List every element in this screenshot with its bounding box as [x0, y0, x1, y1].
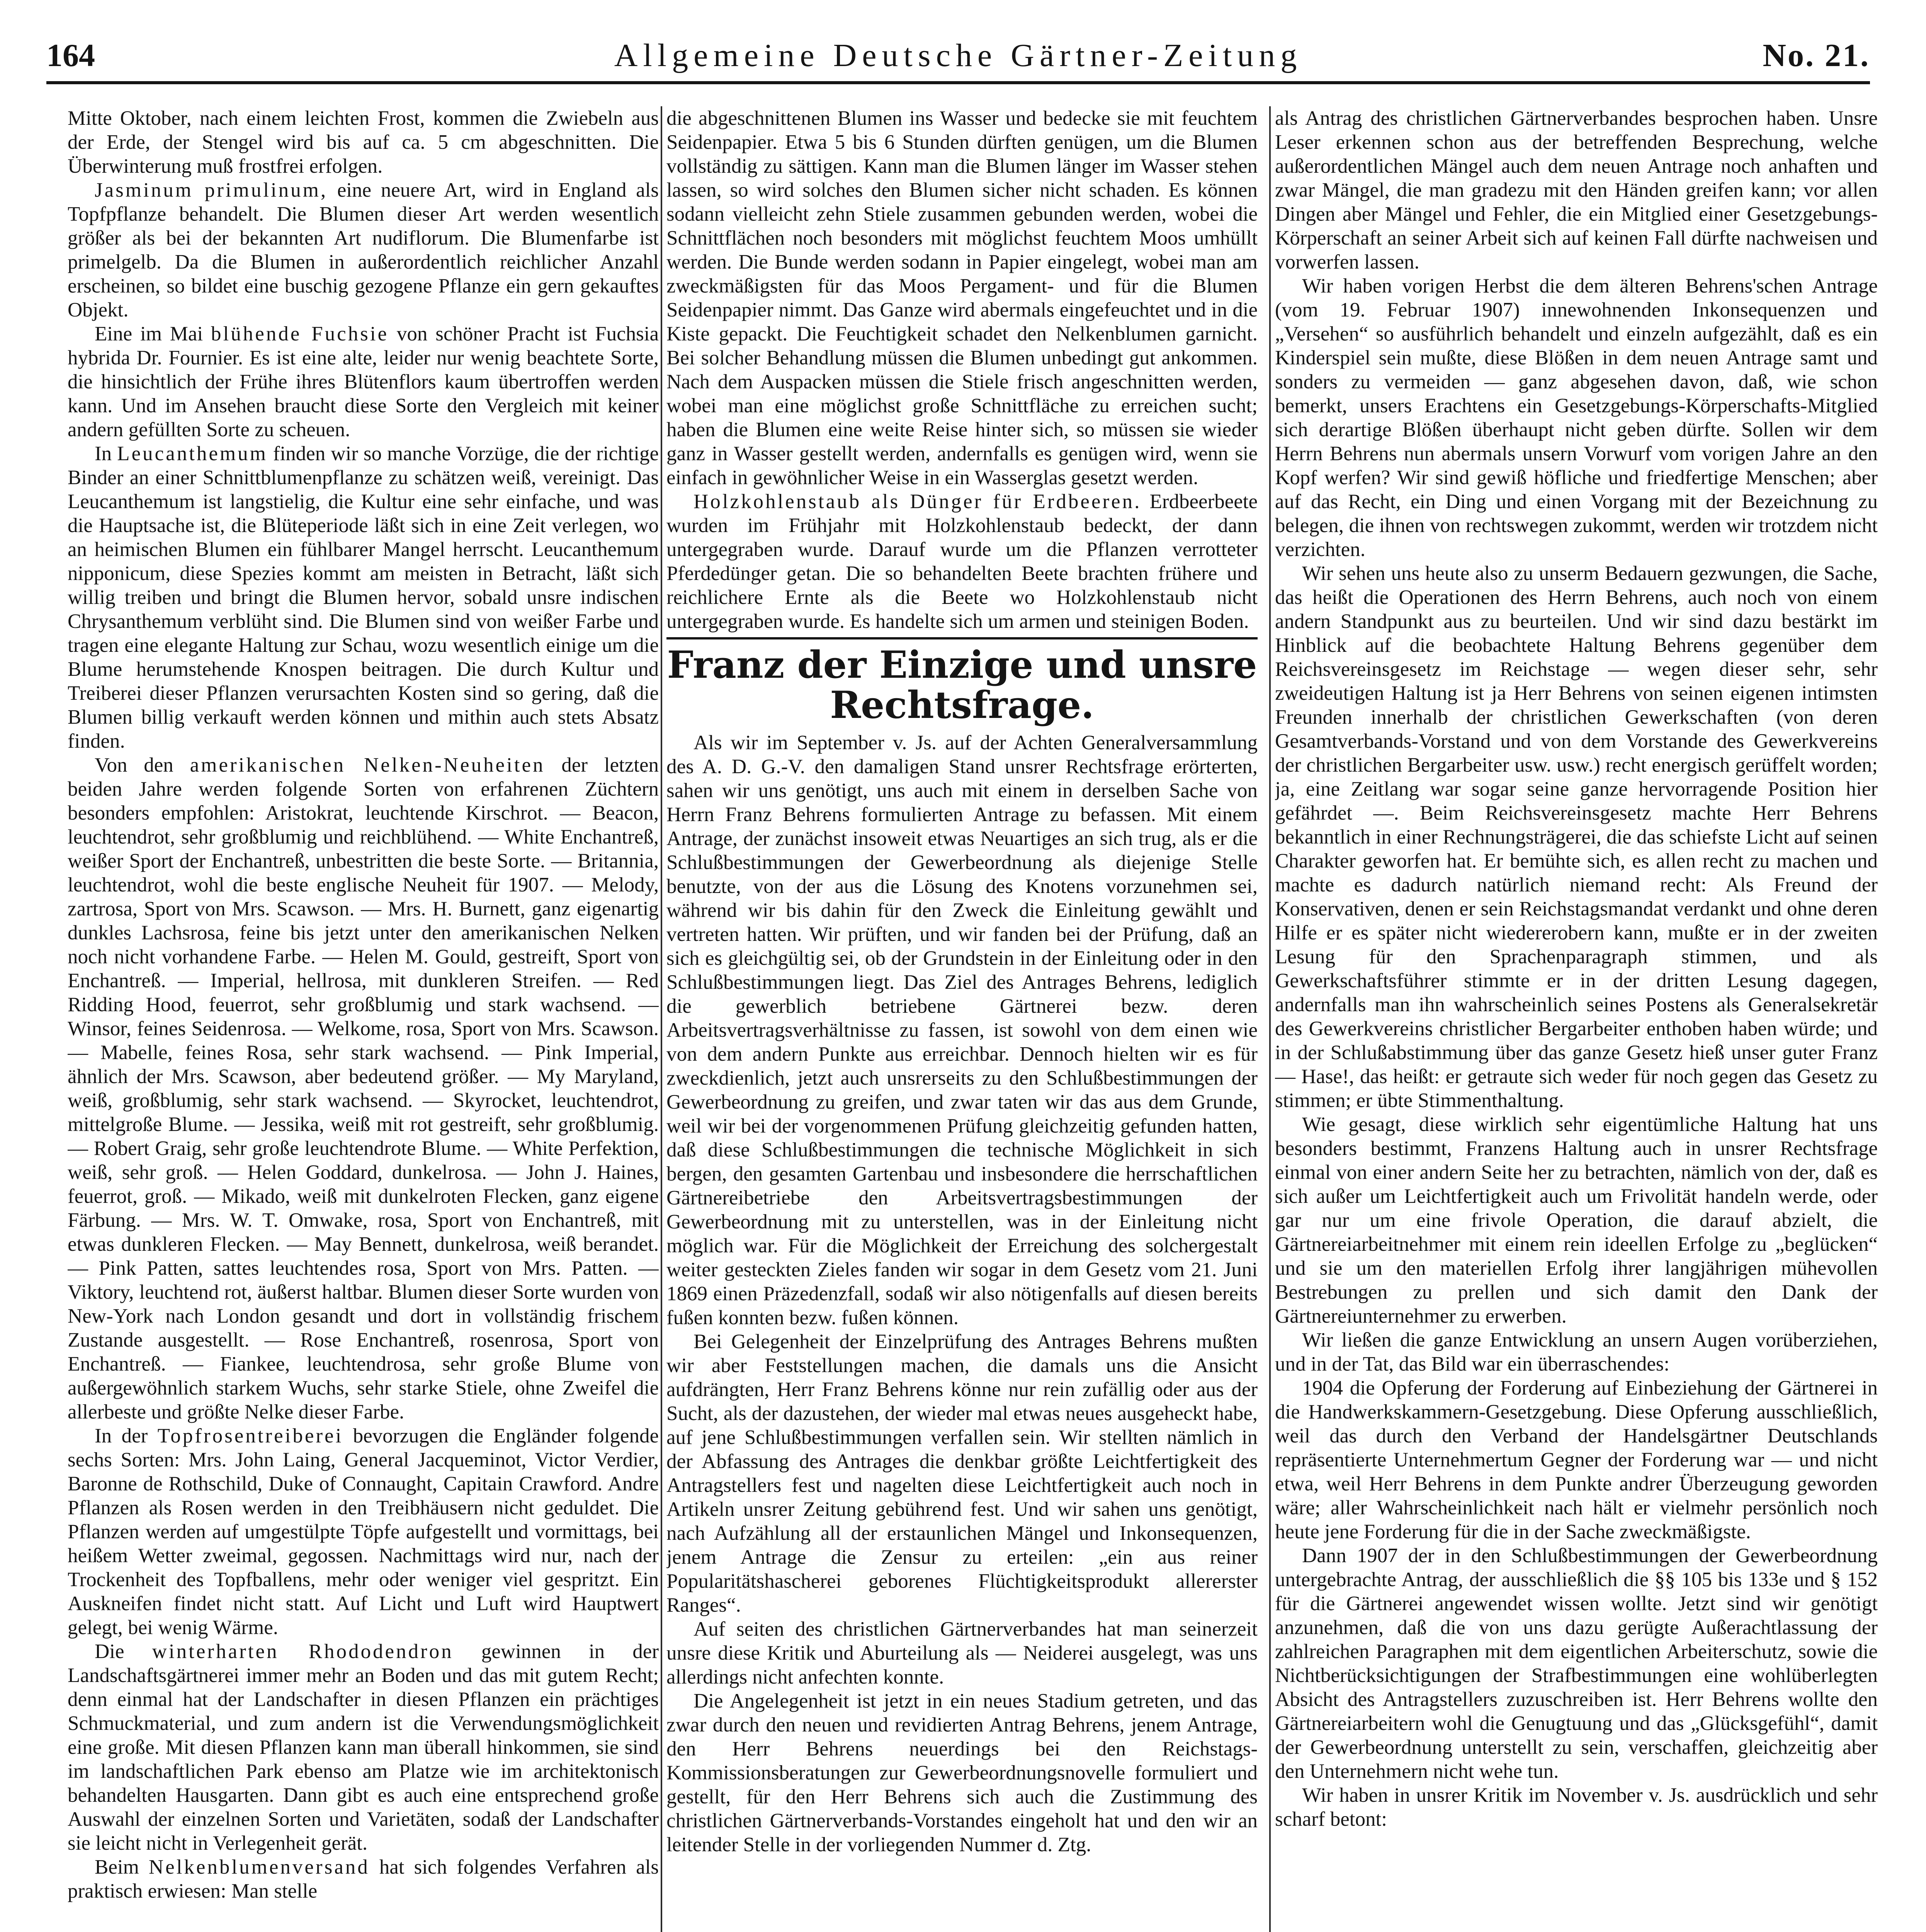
spaced-term: Nelkenblumenversand: [148, 1856, 370, 1878]
paragraph: [68, 322, 659, 442]
paragraph-text: Auf seiten des christlichen Gärtnerverbandes hat man seinerzeit unsre diese Kritik und Aburteilung als — Neiderei ausgelegt, was uns allerdings nicht anfechten konnte.: [666, 1618, 1258, 1688]
column-right: [1275, 106, 1878, 1932]
spaced-term: amerikanischen Nelken-Neuheiten: [190, 754, 545, 776]
paragraph: [666, 1617, 1258, 1689]
header-rule: [46, 81, 1870, 84]
paragraph-text: Wir haben vorigen Herbst die dem älteren Behrens'schen Antrage (vom 19. Februar 1907) innewohnenden Inkonsequenzen und „Versehen“ so ausführlich behandelt und einzeln aufgezählt, daß es ein Kinderspiel sein mußte, diese Blößen in dem neuen Antrage samt und sonders zu vermeiden — ganz abgesehen davon, daß, wie schon bemerkt, unsers Erachtens ein Gesetzgebungs-Körperschafts-Mitglied sich derartige Blößen überhaupt nicht geben dürfte. Sollen wir dem Herrn Behrens nun abermals unsern Vorwurf vom vorigen Jahre an den Kopf werfen? Wir sind gewiß höfliche und friedfertige Menschen; aber auf das Recht, ein Ding und einen Vorgang mit der Bezeichnung zu belegen, die ihnen von rechtswegen zukommt, werden wir trotzdem nicht verzichten.: [1275, 275, 1878, 561]
column-left: [68, 106, 659, 1932]
paragraph: [1275, 561, 1878, 1112]
paragraph: [1275, 1376, 1878, 1544]
newspaper-title: Allgemeine Deutsche Gärtner-Zeitung: [614, 37, 1302, 73]
paragraph: [1275, 1112, 1878, 1328]
paragraph-text: Wir haben in unsrer Kritik im November v. Js. ausdrücklich und sehr scharf betont:: [1275, 1784, 1878, 1830]
paragraph: [666, 1330, 1258, 1617]
paragraph-text: finden wir so manche Vorzüge, die der richtige Binder an einer Schnittblumenpflanze zu schätzen weiß, vereinigt. Das Leucanthemum ist langstielig, die Kultur eine sehr einfache, und was die Hauptsache ist, die Blüteperiode läßt sich in eine Zeit verlegen, wo an heimischen Blumen ein fühlbarer Mangel herrscht. Leucanthemum nipponicum, diese Spezies kommt am meisten in Betracht, läßt sich willig treiben und bringt die Blumen hervor, sobald unsre indischen Chrysanthemum verblüht sind. Die Blumen sind von weißer Farbe und tragen eine elegante Haltung zur Schau, wozu wesentlich einige um die Blume herumstehende Knospen beitragen. Die durch Kultur und Treiberei dieser Pflanzen verursachten Kosten sind so gering, daß die Blumen billig verkauft werden können und mithin auch stets Absatz finden.: [68, 442, 659, 752]
paragraph-text: Von den: [95, 754, 190, 776]
paragraph: [666, 490, 1258, 633]
paragraph-text: Wie gesagt, diese wirklich sehr eigentümliche Haltung hat uns besonders bestimmt, Franzens Haltung auch in unsrer Rechtsfrage einmal von einer andern Seite her zu betrachten, nämlich von der, daß es sich außer um Leichtfertigkeit auch um Frivolität handeln werde, oder gar nur um eine frivole Operation, die darauf abzielt, die Gärtnereiarbeitnehmer mit einem rein ideellen Erfolge zu „beglücken“ und sie um den materiellen Erfolg ihrer langjährigen mühevollen Bestrebungen zu prellen und sich damit den Dank der Gärtnereiunternehmer zu erwerben.: [1275, 1113, 1878, 1327]
paragraph: [1275, 274, 1878, 561]
paragraph: [1275, 1544, 1878, 1783]
paragraph-text: als Antrag des christlichen Gärtnerverbandes besprochen haben. Unsre Leser erkennen schon aus der betreffenden Besprechung, welche außerordentlichen Mängel auch dem neuen Antrage noch anhaften und zwar Mängel, die man gradezu mit den Händen greifen kann; vor allen Dingen aber Mängel und Fehler, die ein Mitglied einer Gesetzgebungs-Körperschaft an seiner Arbeit sich auf keinen Fall dürfte nachweisen und vorwerfen lassen.: [1275, 107, 1878, 273]
paragraph-text: die abgeschnittenen Blumen ins Wasser und bedecke sie mit feuchtem Seidenpapier. Etwa 5 bis 6 Stunden dürften genügen, um die Blumen vollständig zu sättigen. Kann man die Blumen länger im Wasser stehen lassen, so wird solches den Blumen sicher nicht schaden. Es können sodann vielleicht zehn Stiele zusammen gebunden werden, wobei die Schnittflächen noch besonders mit möglichst feuchtem Moos umhüllt werden. Die Bunde werden sodann in Papier eingelegt, wobei man am zweckmäßigsten für das Moos Pergament- und für die Blumen Seidenpapier nimmt. Das Ganze wird abermals eingefeuchtet und in die Kiste gepackt. Die Feuchtigkeit schadet den Nelkenblumen garnicht. Bei solcher Behandlung müssen die Blumen unbedingt gut ankommen. Nach dem Auspacken müssen die Stiele frisch angeschnitten werden, wobei man eine möglichst große Schnittfläche zu erreichen sucht; haben die Blumen eine weite Reise hinter sich, so müssen sie wieder ganz in Wasser gestellt werden, andernfalls es genügen wird, wenn sie einfach in gewöhnlicher Weise in ein Wasserglas gesetzt werden.: [666, 107, 1258, 489]
column-middle: [666, 106, 1258, 1932]
paragraph-text: Als wir im September v. Js. auf der Achten Generalversammlung des A. D. G.-V. den damaligen Stand unsrer Rechtsfrage erörterten, sahen wir uns genötigt, uns auch mit einem in derselben Sache von Herrn Franz Behrens formulierten Antrage zu befassen. Mit einem Antrage, der zunächst insoweit etwas Neuartiges an sich trug, als er die Schlußbestimmungen der Gewerbeordnung als diejenige Stelle benutzte, von der aus die Lösung des Knotens vorzunehmen sei, während wir bis dahin für den Zweck die Einleitung gewählt und vertreten hatten. Wir prüften, und wir fanden bei der Prüfung, daß an sich es gleichgültig sei, ob der Grundstein in der Einleitung oder in den Schlußbestimmungen liegt. Das Ziel des Antrages Behrens, lediglich die gewerblich betriebene Gärtnerei bezw. deren Arbeitsvertragsverhältnisse zu fassen, ist sowohl von dem einen wie von dem andern Punkte aus erreichbar. Dennoch hielten wir es für zweckdienlich, jetzt auch unsrerseits zu den Schlußbestimmungen der Gewerbeordnung zu greifen, und zwar taten wir das aus dem Grunde, weil wir bei der vorgenommenen Prüfung gleichzeitig gefunden hatten, daß diese Schlußbestimmungen die technische Möglichkeit in sich bergen, den gesamten Gartenbau und insbesondere die herrschaftlichen Gärtnereibetriebe den Arbeitsvertragsbestimmungen der Gewerbeordnung mit zu unterstellen, was in der Einleitung nicht möglich war. Für die Möglichkeit der Erreichung des solchergestalt weiter gesteckten Zieles fanden wir sogar in dem Gesetz vom 21. Juni 1869 einen Präzedenzfall, sodaß wir also nötigenfalls auf diesen bereits fußen konnten bezw. fußen können.: [666, 731, 1258, 1329]
paragraph-text: Wir ließen die ganze Entwicklung an unsern Augen vorüberziehen, und in der Tat, das Bild war ein überraschendes:: [1275, 1329, 1878, 1375]
paragraph: [68, 1424, 659, 1639]
paragraph-text: Beim: [95, 1856, 149, 1878]
paragraph-text: eine neuere Art, wird in England als Topfpflanze behandelt. Die Blumen dieser Art werden wesentlich größer als bei der bekannten Art nudiflorum. Die Blumenfarbe ist primelgelb. Da die Blumen in außerordentlich reichlicher Anzahl erscheinen, so bildet eine buschig gezogene Pflanze ein gern gekauftes Objekt.: [68, 179, 659, 321]
paragraph: [666, 731, 1258, 1330]
paragraph-text: In der: [95, 1425, 158, 1447]
paragraph-text: In: [95, 442, 117, 465]
page-number: 164: [46, 37, 95, 73]
paragraph: [68, 753, 659, 1424]
paragraph: [68, 1855, 659, 1903]
article-separator: [666, 637, 1258, 639]
paragraph: [68, 442, 659, 753]
issue-number: No. 21.: [1763, 37, 1870, 73]
paragraph: [68, 178, 659, 322]
page-header: [46, 37, 1870, 83]
paragraph-text: Wir sehen uns heute also zu unserm Bedauern gezwungen, die Sache, das heißt die Operationen des Herrn Behrens, auch noch von einem andern Standpunkt aus zu beurteilen. Und wir sind dazu bestärkt im Hinblick auf die beobachtete Haltung Behrens gegenüber dem Reichsvereinsgesetz im Reichstage — wegen dieser sehr, sehr zweideutigen Haltung ist ja Herr Behrens von seinen eigenen intimsten Freunden innerhalb der christlichen Gewerkschaften (von deren Gesamtverbands-Vorstand und von dem Vorstande des Gewerkvereins der christlichen Bergarbeiter usw. usw.) recht energisch gerüffelt worden; ja, eine Zeitlang war sogar seine ganze hervorragende Position hier gefährdet —. Beim Reichsvereinsgesetz machte Herr Behrens bekanntlich in einer Rechnungsträgerei, die das schiefste Licht auf seinen Charakter geworfen hat. Er bemühte sich, es allen recht zu machen und machte es dadurch natürlich niemand recht: Als Freund der Konservativen, denen er sein Reichstagsmandat verdankt und ohne deren Hilfe er es später nicht wiedererobern kann, mußte er in der zweiten Lesung für den Sprachenparagraph stimmen, und als Gewerkschaftsführer stimmte er in der dritten Lesung dagegen, andernfalls man ihn wahrscheinlich seines Postens als Generalsekretär des Gewerkvereins christlicher Bergarbeiter enthoben haben würde; und in der Schlußabstimmung über das ganze Gesetz hieß unser guter Franz — Hase!, das heißt: er getraute sich weder für noch gegen das Gesetz zu stimmen; er übte Stimmenthaltung.: [1275, 562, 1878, 1112]
paragraph-text: Dann 1907 der in den Schlußbestimmungen der Gewerbeordnung untergebrachte Antrag, der ausschließlich die §§ 105 bis 133e und § 152 für die Gärtnerei angewendet wissen wollte. Jetzt sind wir genötigt anzunehmen, daß die von uns dazu gerügte Außerachtlassung der zahlreichen Paragraphen mit dem eigentlichen Arbeiterschutz, sowie die Nichtberücksichtigungen der Strafbestimmungen eine wohlüberlegten Absicht des Antragstellers zuzuschreiben ist. Herr Behrens wollte den Gärtnereiarbeitern wohl die Genugtuung und das „Glücksgefühl“, damit der Gewerbeordnung unterstellt zu sein, verschaffen, gleichzeitig aber den Unternehmern nicht wehe tun.: [1275, 1544, 1878, 1782]
spaced-term: winterharten Rhododendron: [152, 1640, 454, 1663]
paragraph: [1275, 106, 1878, 274]
paragraph-text: von schöner Pracht ist Fuchsia hybrida Dr. Fournier. Es ist eine alte, leider nur wenig beachtete Sorte, die hinsichtlich der Frühe ihres Blütenflors kaum übertroffen werden kann. Und im Ansehen braucht diese Sorte den Vergleich mit keiner andern gefüllten Sorte zu scheuen.: [68, 323, 659, 441]
spaced-term: Holzkohlenstaub als Dünger für Erdbeeren.: [694, 490, 1142, 513]
paragraph: [1275, 1328, 1878, 1376]
paragraph-text: Die: [95, 1640, 152, 1663]
paragraph: [666, 1689, 1258, 1857]
paragraph-text: hat sich folgendes Verfahren als praktisch erwiesen: Man stelle: [68, 1856, 659, 1902]
paragraph-text: 1904 die Opferung der Forderung auf Einbeziehung der Gärtnerei in die Handwerkskammern-Gesetzgebung. Diese Opferung ausschließlich, weil das durch den Verband der Handelsgärtner Deutschlands repräsentierte Unternehmertum Gegner der Forderung war — und nicht etwa, weil Herr Behrens in dem Punkte andrer Überzeugung geworden wäre; aller Wahrscheinlichkeit nach hält er vielmehr persönlich noch heute jene Forderung für die in der Sache zweckmäßigste.: [1275, 1377, 1878, 1543]
paragraph: [666, 106, 1258, 490]
spaced-term: Topfrosentreiberei: [157, 1425, 343, 1447]
paragraph-text: Die Angelegenheit ist jetzt in ein neues Stadium getreten, und das zwar durch den neuen und revidierten Antrag Behrens, jenem Antrage, den Herr Behrens neuerdings bei den Reichstags-Kommissionsberatungen zur Gewerbeordnungsnovelle formuliert und gestellt, für den Herr Behrens sich auch die Zustimmung des christlichen Gärtnerverbands-Vorstandes eingeholt hat und den wir an leitender Stelle in der vorliegenden Nummer d. Ztg.: [666, 1690, 1258, 1856]
paragraph-text: Eine im Mai: [95, 323, 211, 345]
spaced-term: Jasminum primulinum,: [95, 179, 328, 201]
article-headline: Franz der Einzige und unsre Rechtsfrage.: [667, 643, 1257, 727]
paragraph-text: Erdbeerbeete wurden im Frühjahr mit Holzkohlenstaub bedeckt, der dann untergegraben wurde. Darauf wurde um die Pflanzen verrotteter Pferdedünger getan. Die so behandelten Beete brachten frühere und reichlichere Ernte als die Beete wo Holzkohlenstaub nicht untergegraben wurde. Es handelte sich um armen und steinigen Boden.: [666, 490, 1258, 633]
paragraph-text: Mitte Oktober, nach einem leichten Frost, kommen die Zwiebeln aus der Erde, der Stengel wird bis auf ca. 5 cm abgeschnitten. Die Überwinterung muß frostfrei erfolgen.: [68, 107, 659, 177]
paragraph: [68, 106, 659, 178]
paragraph: [1275, 1783, 1878, 1831]
spaced-term: blühende Fuchsie: [211, 323, 389, 345]
paragraph-text: gewinnen in der Landschaftsgärtnerei immer mehr an Boden und das mit gutem Recht; denn einmal hat der Landschafter in diesen Pflanzen ein prächtiges Schmuckmaterial, und zum andern ist die Verwendungsmöglichkeit eine große. Mit diesen Pflanzen kann man überall hinkommen, sie sind im landschaftlichen Park ebenso am Platze wie im architektonisch behandelten Hausgarten. Dann gibt es auch eine entsprechend große Auswahl der einzelnen Sorten und Varietäten, sodaß der Landschafter sie leicht nicht in Verlegenheit gerät.: [68, 1640, 659, 1854]
column-divider: [661, 106, 662, 1932]
paragraph-text: der letzten beiden Jahre werden folgende Sorten von erfahrenen Züchtern besonders empfohlen: Aristokrat, leuchtende Kirschrot. — Beacon, leuchtendrot, sehr großblumig und reichblühend. — White Enchantreß, weißer Sport der Enchantreß, unbestritten die beste Sorte. — Britannia, leuchtendrot, wohl die beste englische Neuheit für 1907. — Melody, zartrosa, Sport von Mrs. Scawson. — Mrs. H. Burnett, ganz eigenartig dunkles Lachsrosa, feine bis jetzt unter den amerikanischen Nelken noch nicht vorhandene Farbe. — Helen M. Gould, gestreift, Sport von Enchantreß. — Imperial, hellrosa, mit dunkleren Streifen. — Red Ridding Hood, feuerrot, sehr großblumig und stark wachsend. — Winsor, feines Seidenrosa. — Welkome, rosa, Sport von Mrs. Scawson. — Mabelle, feines Rosa, sehr stark wachsend. — Pink Imperial, ähnlich der Mrs. Scawson, aber bedeutend größer. — My Maryland, weiß, großblumig, sehr stark wachsend. — Skyrocket, leuchtendrot, mittelgroße Blume. — Jessika, weiß mit rot gestreift, sehr großblumig. — Robert Graig, sehr große leuchtendrote Blume. — White Perfektion, weiß, sehr groß. — Helen Goddard, dunkelrosa. — John J. Haines, feuerrot, groß. — Mikado, weiß mit dunkelroten Flecken, ganz eigene Färbung. — Mrs. W. T. Omwake, rosa, Sport von Enchantreß, mit etwas dunkleren Flecken. — May Bennett, dunkelrosa, weiß berandet. — Pink Patten, sattes leuchtendes rosa, Sport von Mrs. Patten. — Viktory, leuchtend rot, äußerst haltbar. Blumen dieser Sorte wurden von New-York nach London gesandt und dort in vollständig frischem Zustande ausgestellt. — Rose Enchantreß, rosenrosa, Sport von Enchantreß. — Fiankee, leuchtendrosa, sehr große Blume von außergewöhnlich starkem Wuchs, sehr starke Stiele, ohne Zweifel die allerbeste und größte Nelke dieser Farbe.: [68, 754, 659, 1423]
spaced-term: Leucanthemum: [117, 442, 268, 465]
column-divider: [1269, 106, 1271, 1932]
paragraph-text: bevorzugen die Engländer folgende sechs Sorten: Mrs. John Laing, General Jacqueminot, Victor Verdier, Baronne de Rothschild, Duke of Connaught, Capitain Crawford. Andre Pflanzen als Rosen werden in den Treibhäusern nicht geduldet. Die Pflanzen werden auf umgestülpte Töpfe aufgestellt und vormittags, bei heißem Wetter zweimal, gegossen. Nachmittags wird nur, nach der Trockenheit des Topfballens, mehr oder weniger viel gespritzt. Ein Auskneifen findet nicht statt. Auf Licht und Luft wird Hauptwert gelegt, bei wenig Wärme.: [68, 1425, 659, 1639]
paragraph: [68, 1639, 659, 1855]
paragraph-text: Bei Gelegenheit der Einzelprüfung des Antrages Behrens mußten wir aber Feststellungen machen, die damals uns die Ansicht aufdrängten, Herr Franz Behrens könne nur rein zufällig oder aus der Sucht, als der dazustehen, der wieder mal etwas neues ausgeheckt habe, auf jene Schlußbestimmungen verfallen sein. Wir stellten nämlich in der Abfassung des Antrages die denkbar größte Leichtfertigkeit des Antragstellers fest und nagelten diese Leichtfertigkeit auch noch in Artikeln unsrer Zeitung gebührend fest. Und wir sahen uns genötigt, nach Aufzählung all der erstaunlichen Mängel und Inkonsequenzen, jenem Antrage die Zensur zu erteilen: „ein aus reiner Popularitätshascherei geborenes Flüchtigkeitsprodukt allererster Ranges“.: [666, 1330, 1258, 1616]
